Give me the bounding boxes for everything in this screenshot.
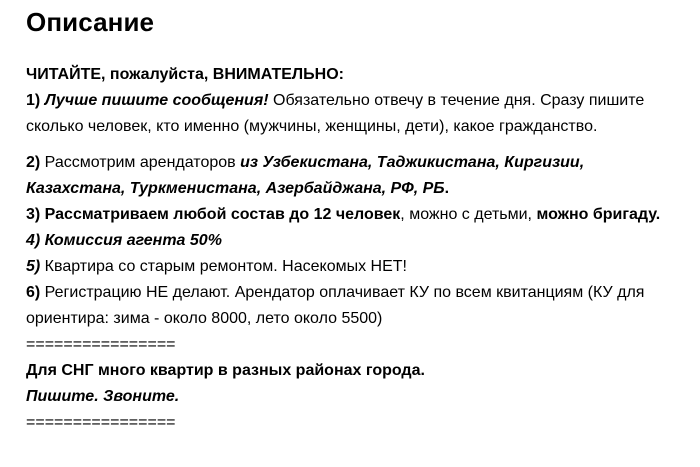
item-3-line (26, 202, 692, 228)
item-2-line-1 (26, 150, 692, 176)
item-4-number: 4) (26, 232, 41, 249)
item-3-tail: . (655, 206, 661, 223)
divider-bottom: ================ (26, 414, 176, 431)
item-2-number: 2) (26, 154, 41, 171)
item-2-countries-a: из Узбекистана, Таджикистана, Киргизии, (240, 154, 585, 171)
description-body (26, 62, 692, 436)
item-1-number: 1) (26, 92, 41, 109)
item-3-bold-b: можно бригаду (536, 206, 656, 223)
item-1-emphasis: Лучше пишите сообщения! (44, 92, 269, 109)
item-6-line-1 (26, 280, 692, 306)
cis-apartments-line: Для СНГ много квартир в разных районах города. (26, 362, 425, 379)
item-1-text: Обязательно отвечу в течение дня. Сразу пишите (268, 92, 645, 109)
item-4-emphasis: Комиссия агента 50% (40, 232, 222, 249)
paragraph-gap (26, 140, 692, 150)
notice-line: ЧИТАЙТЕ, пожалуйста, ВНИМАТЕЛЬНО: (26, 66, 344, 83)
item-2-line-2 (26, 176, 692, 202)
item-5-line (26, 254, 692, 280)
item-6-line-2: ориентира: зима - около 8000, лето около 5500) (26, 310, 383, 327)
divider-top: ================ (26, 336, 176, 353)
item-1-line-1 (26, 88, 692, 114)
item-2-text: Рассмотрим арендаторов (40, 154, 241, 171)
item-4-line (26, 228, 692, 254)
item-2-tail: . (444, 180, 450, 197)
call-to-action-line: Пишите. Звоните. (26, 388, 180, 405)
section-title: Описание (26, 7, 155, 37)
item-2-countries-b: Казахстана, Туркменистана, Азербайджана, РФ, РБ (26, 180, 445, 197)
item-5-text: Квартира со старым ремонтом. Насекомых НЕТ! (40, 258, 407, 275)
item-3-bold-a: Рассматриваем любой состав до 12 человек (40, 206, 401, 223)
item-5-number: 5) (26, 258, 41, 275)
item-3-number: 3) (26, 206, 41, 223)
item-3-text: , можно с детьми, (400, 206, 537, 223)
item-6-text: Регистрацию НЕ делают. Арендатор оплачивает КУ по всем квитанциям (КУ для (40, 284, 645, 301)
item-6-number: 6) (26, 284, 41, 301)
item-1-line-2: сколько человек, кто именно (мужчины, женщины, дети), какое гражданство. (26, 118, 598, 135)
